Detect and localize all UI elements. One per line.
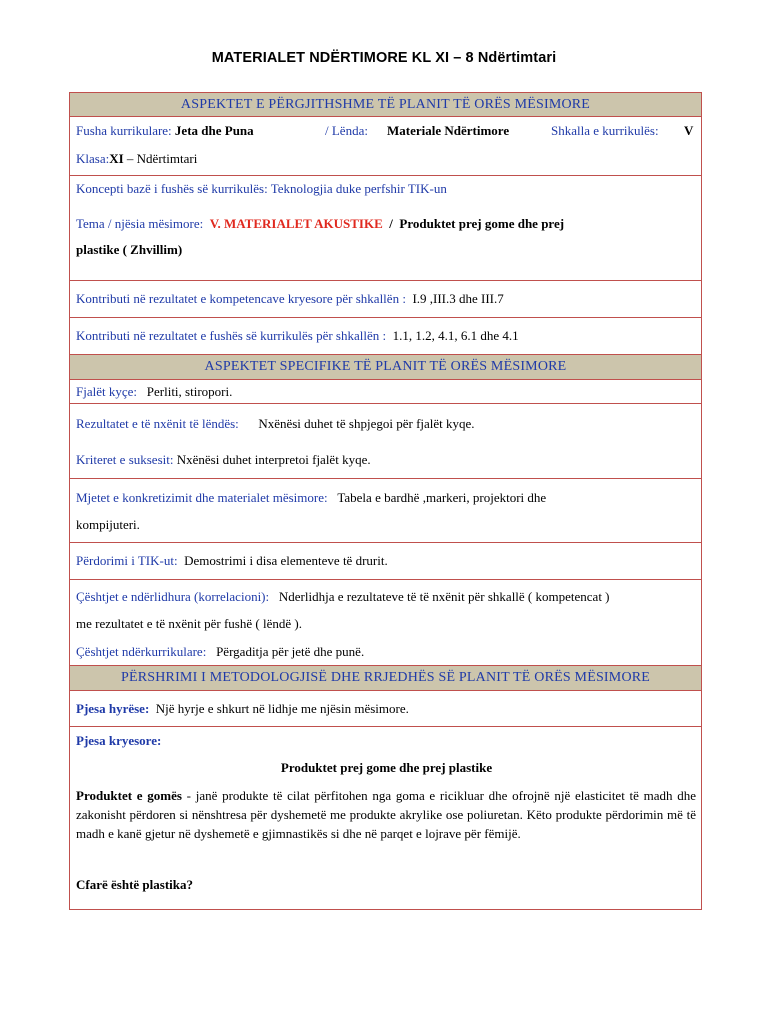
row-koncepti-tema [70, 176, 701, 281]
question: Cfarë është plastika? [76, 877, 193, 892]
mjetet-label: Mjetet e konkretizimit dhe materialet mësimore: [76, 490, 328, 505]
ceshtjet-label: Çështjet e ndërlidhura (korrelacioni): [76, 589, 270, 604]
row-perdorimi [70, 543, 701, 580]
kriteret-label: Kriteret e suksesit: [76, 452, 174, 467]
perdorimi-label: Përdorimi i TIK-ut: [76, 553, 178, 568]
gomes-paragraph [76, 786, 696, 843]
kryesore-label: Pjesa kryesore: [76, 733, 162, 748]
fusha-line [76, 123, 696, 139]
section-header-specific: ASPEKTET SPECIFIKE TË PLANIT TË ORËS MËSIMORE [70, 355, 701, 380]
tema-slash: / [389, 216, 393, 231]
kontributi1-label: Kontributi në rezultatet e kompetencave kryesore për shkallën : [76, 291, 406, 306]
mjetet-value-cont: kompijuteri. [76, 517, 140, 532]
tema-unit: V. MATERIALET AKUSTIKE [209, 216, 383, 231]
tema-line [76, 216, 564, 232]
mjetet-line [76, 490, 546, 506]
ceshtjet-value: Nderlidhja e rezultateve të të nxënit për shkallë ( kompetencat ) [278, 589, 610, 604]
row-fusha-klasa [70, 117, 701, 176]
gomes-text: - janë produkte të cilat përfitohen nga goma e ricikluar dhe ofrojnë një elasticitet të madh dhe zakonisht përdoren si nënshtresa për dyshemetë me produkte akrylike ose poliuretan. Këto produkte përdorimin më të madh e kanë gjetur në dyshemetë e gjimnastikës si dhe në parqet e lojrave për fëmijë. [76, 788, 696, 841]
nderk-label: Çështjet ndërkurrikulare: [76, 644, 207, 659]
fjalet-label: Fjalët kyçe: [76, 383, 138, 399]
row-kontributi-fusha [70, 318, 701, 355]
klasa-label: Klasa: [76, 151, 110, 166]
subtitle: Produktet prej gome dhe prej plastike [280, 760, 493, 775]
rezultatet-label: Rezultatet e të nxënit të lëndës: [76, 416, 239, 431]
nderk-value: Përgaditja për jetë dhe punë. [216, 644, 365, 659]
kriteret-line [76, 452, 371, 468]
row-kryesore [70, 727, 701, 909]
row-ceshtjet [70, 580, 701, 666]
shkalla-label: Shkalla e kurrikulës: [551, 123, 659, 138]
section-header-method: PËRSHRIMI I METODOLOGJISË DHE RRJEDHËS SË PLANIT TË ORËS MËSIMORE [70, 666, 701, 691]
nderk-line [76, 644, 364, 660]
koncepti-text: Koncepti bazë i fushës së kurrikulës: Teknologjia duke perfshir TIK-un [76, 181, 447, 196]
row-rezultatet-kriteret [70, 404, 701, 479]
row-kontributi-kompetencat [70, 281, 701, 318]
klasa-line [76, 151, 197, 167]
perdorimi-value: Demostrimi i disa elementeve të drurit. [184, 553, 388, 568]
tema-title: Produktet prej gome dhe prej [399, 216, 565, 231]
fjalet-value: Perliti, stiropori. [146, 383, 233, 399]
hyrese-value: Një hyrje e shkurt në lidhje me njësin mësimore. [155, 700, 409, 716]
ceshtjet-value-cont: me rezultatet e të nxënit për fushë ( lëndë ). [76, 616, 302, 631]
row-hyrese [70, 691, 701, 727]
kriteret-value: Nxënësi duhet interpretoi fjalët kyqe. [176, 452, 371, 467]
klasa-rest: – Ndërtimtari [126, 151, 198, 166]
kontributi2-label: Kontributi në rezultatet e fushës së kurrikulës për shkallën : [76, 328, 387, 343]
gomes-term: Produktet e gomës [76, 788, 182, 803]
row-mjetet [70, 479, 701, 543]
fusha-label: Fusha kurrikulare: [76, 123, 172, 138]
lesson-plan-table [69, 92, 702, 910]
rezultatet-value: Nxënësi duhet të shpjegoi për fjalët kyqe. [258, 416, 475, 431]
shkalla-value: V [684, 123, 694, 138]
tema-label: Tema / njësia mësimore: [76, 216, 204, 231]
kontributi1-value: I.9 ,III.3 dhe III.7 [412, 291, 504, 306]
klasa-value: XI [109, 151, 124, 166]
row-fjalet [70, 380, 701, 404]
mjetet-value: Tabela e bardhë ,markeri, projektori dhe [337, 490, 547, 505]
fusha-value: Jeta dhe Puna [174, 123, 254, 138]
section-header-general: ASPEKTET E PËRGJITHSHME TË PLANIT TË ORËS MËSIMORE [70, 93, 701, 117]
kontributi2-value: 1.1, 1.2, 4.1, 6.1 dhe 4.1 [392, 328, 519, 343]
ceshtjet-line [76, 589, 610, 605]
rezultatet-line [76, 416, 475, 432]
page-title: MATERIALET NDËRTIMORE KL XI – 8 Ndërtimtari [211, 50, 557, 66]
lenda-value: Materiale Ndërtimore [387, 123, 510, 138]
tema-title-cont: plastike ( Zhvillim) [76, 242, 183, 257]
hyrese-label: Pjesa hyrëse: [76, 700, 150, 716]
lenda-label: / Lënda: [325, 123, 368, 138]
